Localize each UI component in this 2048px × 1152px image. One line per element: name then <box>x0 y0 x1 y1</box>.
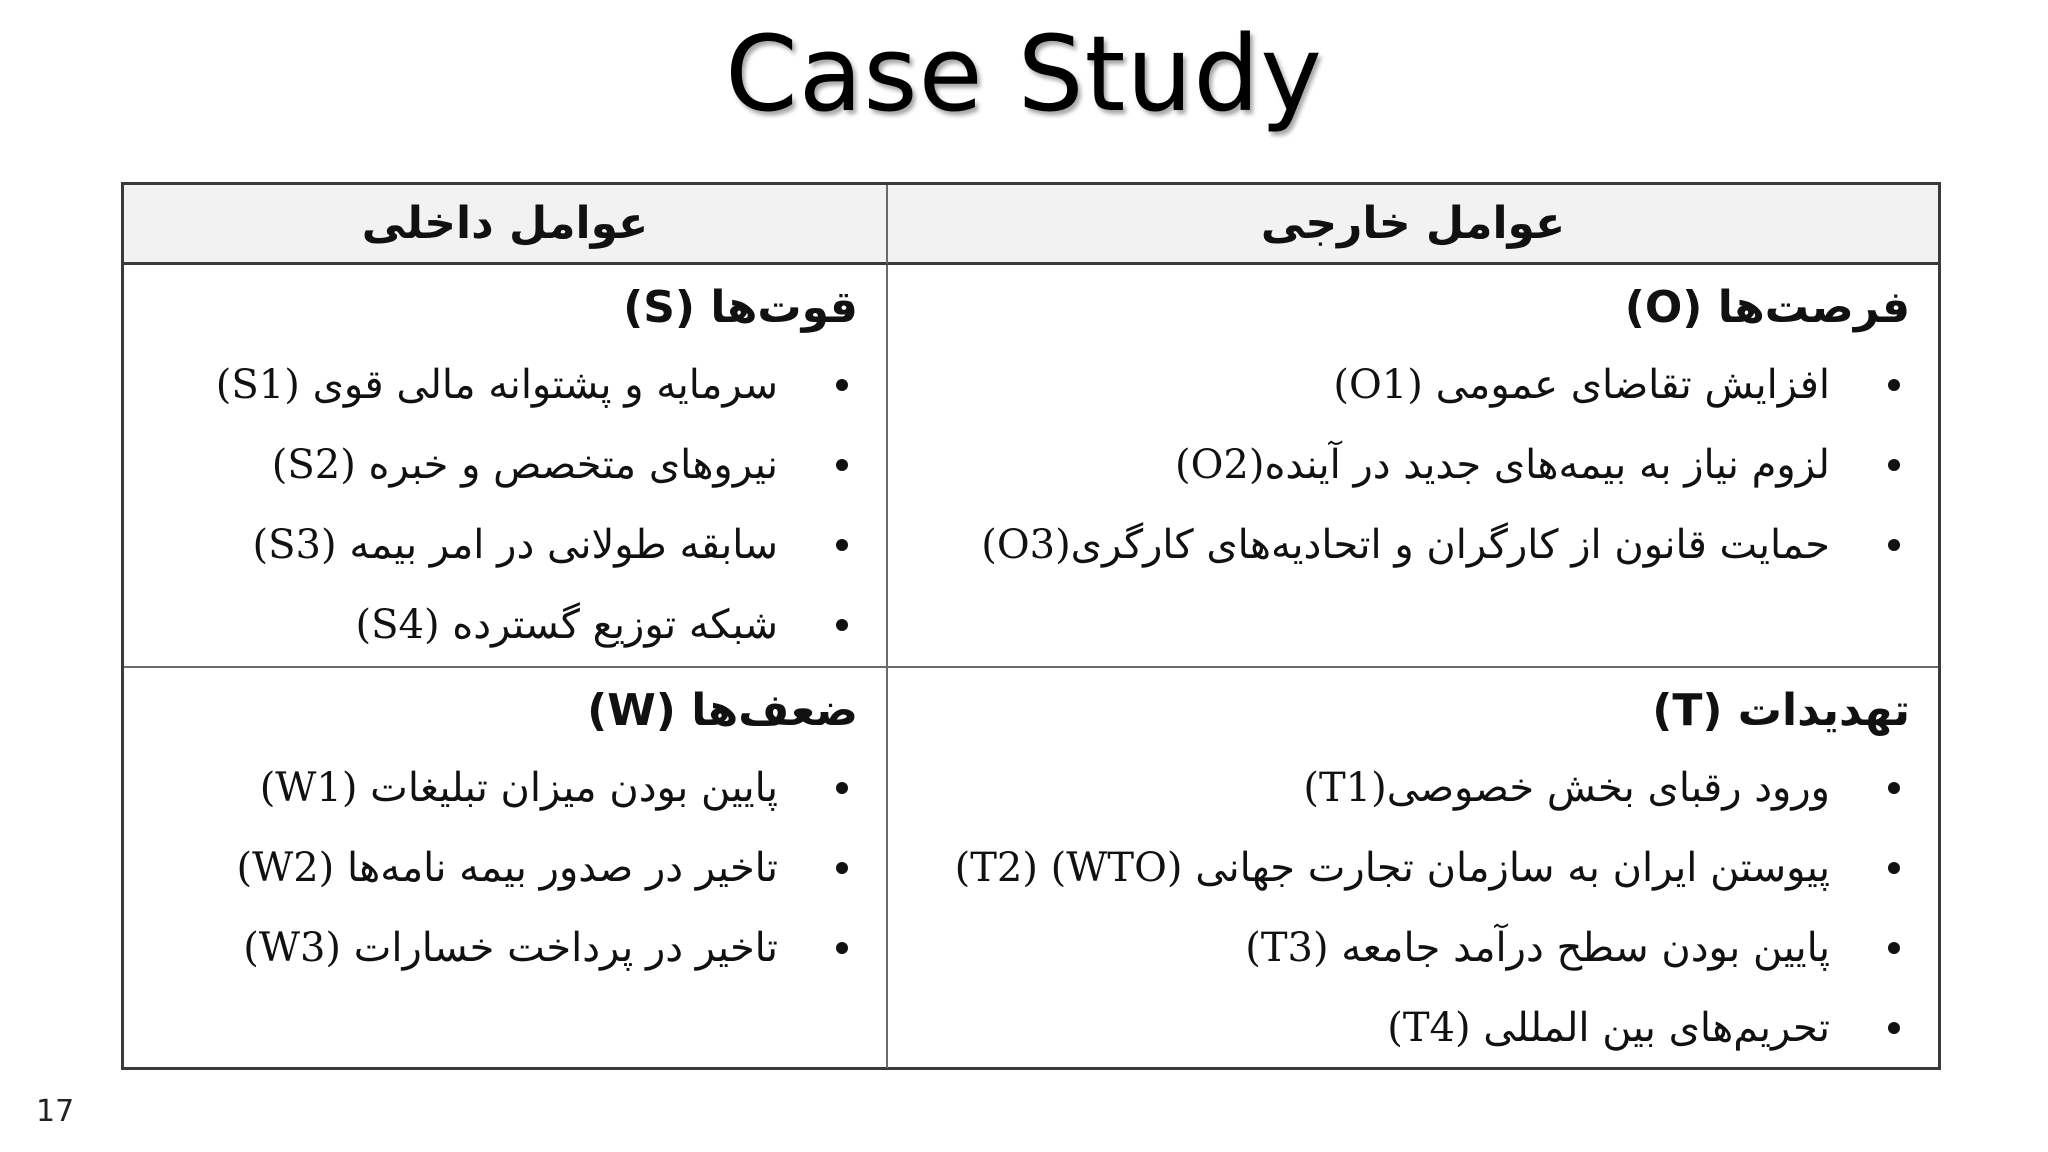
weakness-item-text: پایین بودن میزان تبلیغات (W1) <box>259 765 778 811</box>
list-item <box>164 345 858 425</box>
list-item <box>928 748 1910 828</box>
slide-title: Case Study <box>725 13 1323 135</box>
bullet-icon <box>1888 459 1900 471</box>
strengths-title: قوت‌ها (S) <box>623 282 858 333</box>
bullet-icon <box>1888 942 1900 954</box>
bullet-icon <box>836 942 848 954</box>
page-number: 17 <box>36 1094 75 1129</box>
weaknesses-list <box>164 748 858 988</box>
opportunities-cell <box>888 265 1938 668</box>
list-item <box>164 585 858 665</box>
opportunities-title: فرصت‌ها (O) <box>1624 282 1910 333</box>
strength-item-text: سابقه طولانی در امر بیمه (S3) <box>252 522 778 568</box>
list-item <box>928 345 1910 425</box>
list-item <box>164 748 858 828</box>
list-item <box>164 828 858 908</box>
bullet-icon <box>1888 379 1900 391</box>
opportunity-item-text: لزوم نیاز به بیمه‌های جدید در آینده(O2) <box>1175 442 1830 488</box>
bullet-icon <box>836 619 848 631</box>
list-item <box>164 505 858 585</box>
weaknesses-cell <box>124 668 888 1068</box>
list-item <box>928 988 1910 1068</box>
list-item <box>928 828 1910 908</box>
opportunity-item-text: حمایت قانون از کارگران و اتحادیه‌های کارگری(O3) <box>981 522 1830 568</box>
strength-item-text: نیروهای متخصص و خبره (S2) <box>271 442 778 488</box>
weaknesses-title: ضعف‌ها (W) <box>587 685 858 736</box>
bullet-icon <box>836 459 848 471</box>
bullet-icon <box>1888 539 1900 551</box>
threats-list <box>928 748 1910 1068</box>
header-internal-factors: عوامل داخلی <box>124 185 888 265</box>
threat-item-text: پیوستن ایران به سازمان تجارت جهانی (WTO) (T2) <box>954 845 1830 891</box>
strength-item-text: سرمایه و پشتوانه مالی قوی (S1) <box>215 362 778 408</box>
bullet-icon <box>1888 862 1900 874</box>
bullet-icon <box>1888 1022 1900 1034</box>
threat-item-text: پایین بودن سطح درآمد جامعه (T3) <box>1245 925 1830 971</box>
header-external-factors: عوامل خارجی <box>888 185 1938 265</box>
strengths-cell <box>124 265 888 668</box>
bullet-icon <box>836 379 848 391</box>
threats-cell <box>888 668 1938 1068</box>
list-item <box>928 908 1910 988</box>
list-item <box>164 908 858 988</box>
weakness-item-text: تاخیر در پرداخت خسارات (W3) <box>243 925 778 971</box>
bullet-icon <box>836 782 848 794</box>
opportunity-item-text: افزایش تقاضای عمومی (O1) <box>1333 362 1830 408</box>
list-item <box>164 425 858 505</box>
weakness-item-text: تاخیر در صدور بیمه نامه‌ها (W2) <box>236 845 778 891</box>
list-item <box>928 425 1910 505</box>
threats-title: تهدیدات (T) <box>1652 685 1910 736</box>
list-item <box>928 505 1910 585</box>
bullet-icon <box>836 862 848 874</box>
threat-item-text: تحریم‌های بین المللی (T4) <box>1387 1005 1830 1051</box>
threat-item-text: ورود رقبای بخش خصوصی(T1) <box>1303 765 1830 811</box>
strength-item-text: شبکه توزیع گسترده (S4) <box>355 602 778 648</box>
opportunities-list <box>928 345 1910 585</box>
strengths-list <box>164 345 858 665</box>
swot-table <box>121 182 1941 1070</box>
bullet-icon <box>1888 782 1900 794</box>
bullet-icon <box>836 539 848 551</box>
